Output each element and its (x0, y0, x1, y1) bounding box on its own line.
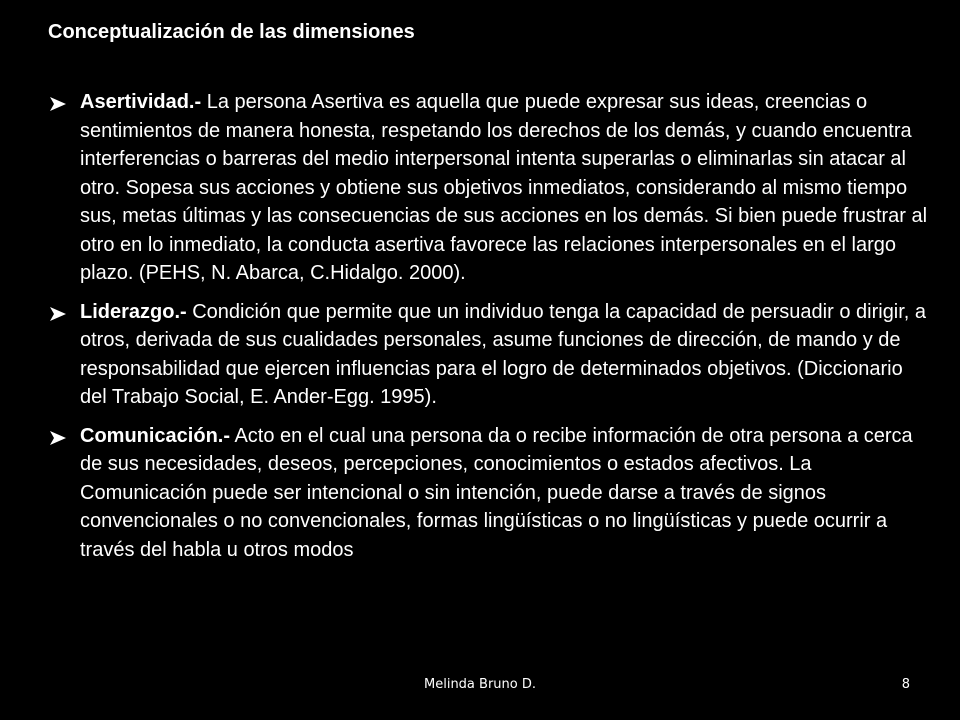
page-number: 8 (901, 677, 910, 692)
bullet-list (48, 88, 928, 574)
bullet-term: Comunicación.- (80, 424, 231, 447)
bullet-term: Liderazgo.- (80, 300, 187, 323)
bullet-item-asertividad (48, 88, 928, 288)
bullet-text: La persona Asertiva es aquella que puede expresar sus ideas, creencias o sentimientos de manera honesta, respetando los derechos de los demás, y cuando encuentra interferencias o barreras del medio interpersonal intenta superarlas o eliminarlas sin atacar al otro. Sopesa sus acciones y obtiene sus objetivos inmediatos, considerando al mismo tiempo sus, metas últimas y las consecuencias de sus acciones en los demás. Si bien puede frustrar al otro en lo inmediato, la conducta asertiva favorece las relaciones interpersonales en el largo plazo. (PEHS, N. Abarca, C.Hidalgo. 2000). (80, 91, 928, 284)
bullet-item-liderazgo (48, 298, 928, 412)
bullet-text: Condición que permite que un individuo tenga la capacidad de persuadir o dirigir, a otros, derivada de sus cualidades personales, asume funciones de dirección, de mando y de responsabilidad que ejercen influencias para el logro de determinados objetivos. (Diccionario del Trabajo Social, E. Ander-Egg. 1995). (80, 300, 927, 408)
bullet-item-comunicacion (48, 422, 928, 565)
footer-author: Melinda Bruno D. (424, 677, 536, 692)
bullet-term: Asertividad.- (80, 91, 202, 113)
bullet-text: Acto en el cual una persona da o recibe información de otra persona a cerca de sus necesidades, deseos, percepciones, conocimientos o estados afectivos. La Comunicación puede ser intencional o sin intención, puede darse a través de signos convencionales o no convencionales, formas lingüísticas o no lingüísticas y puede ocurrir a través del habla u otros modos (80, 424, 913, 561)
slide-title: Conceptualización de las dimensiones (48, 21, 415, 43)
